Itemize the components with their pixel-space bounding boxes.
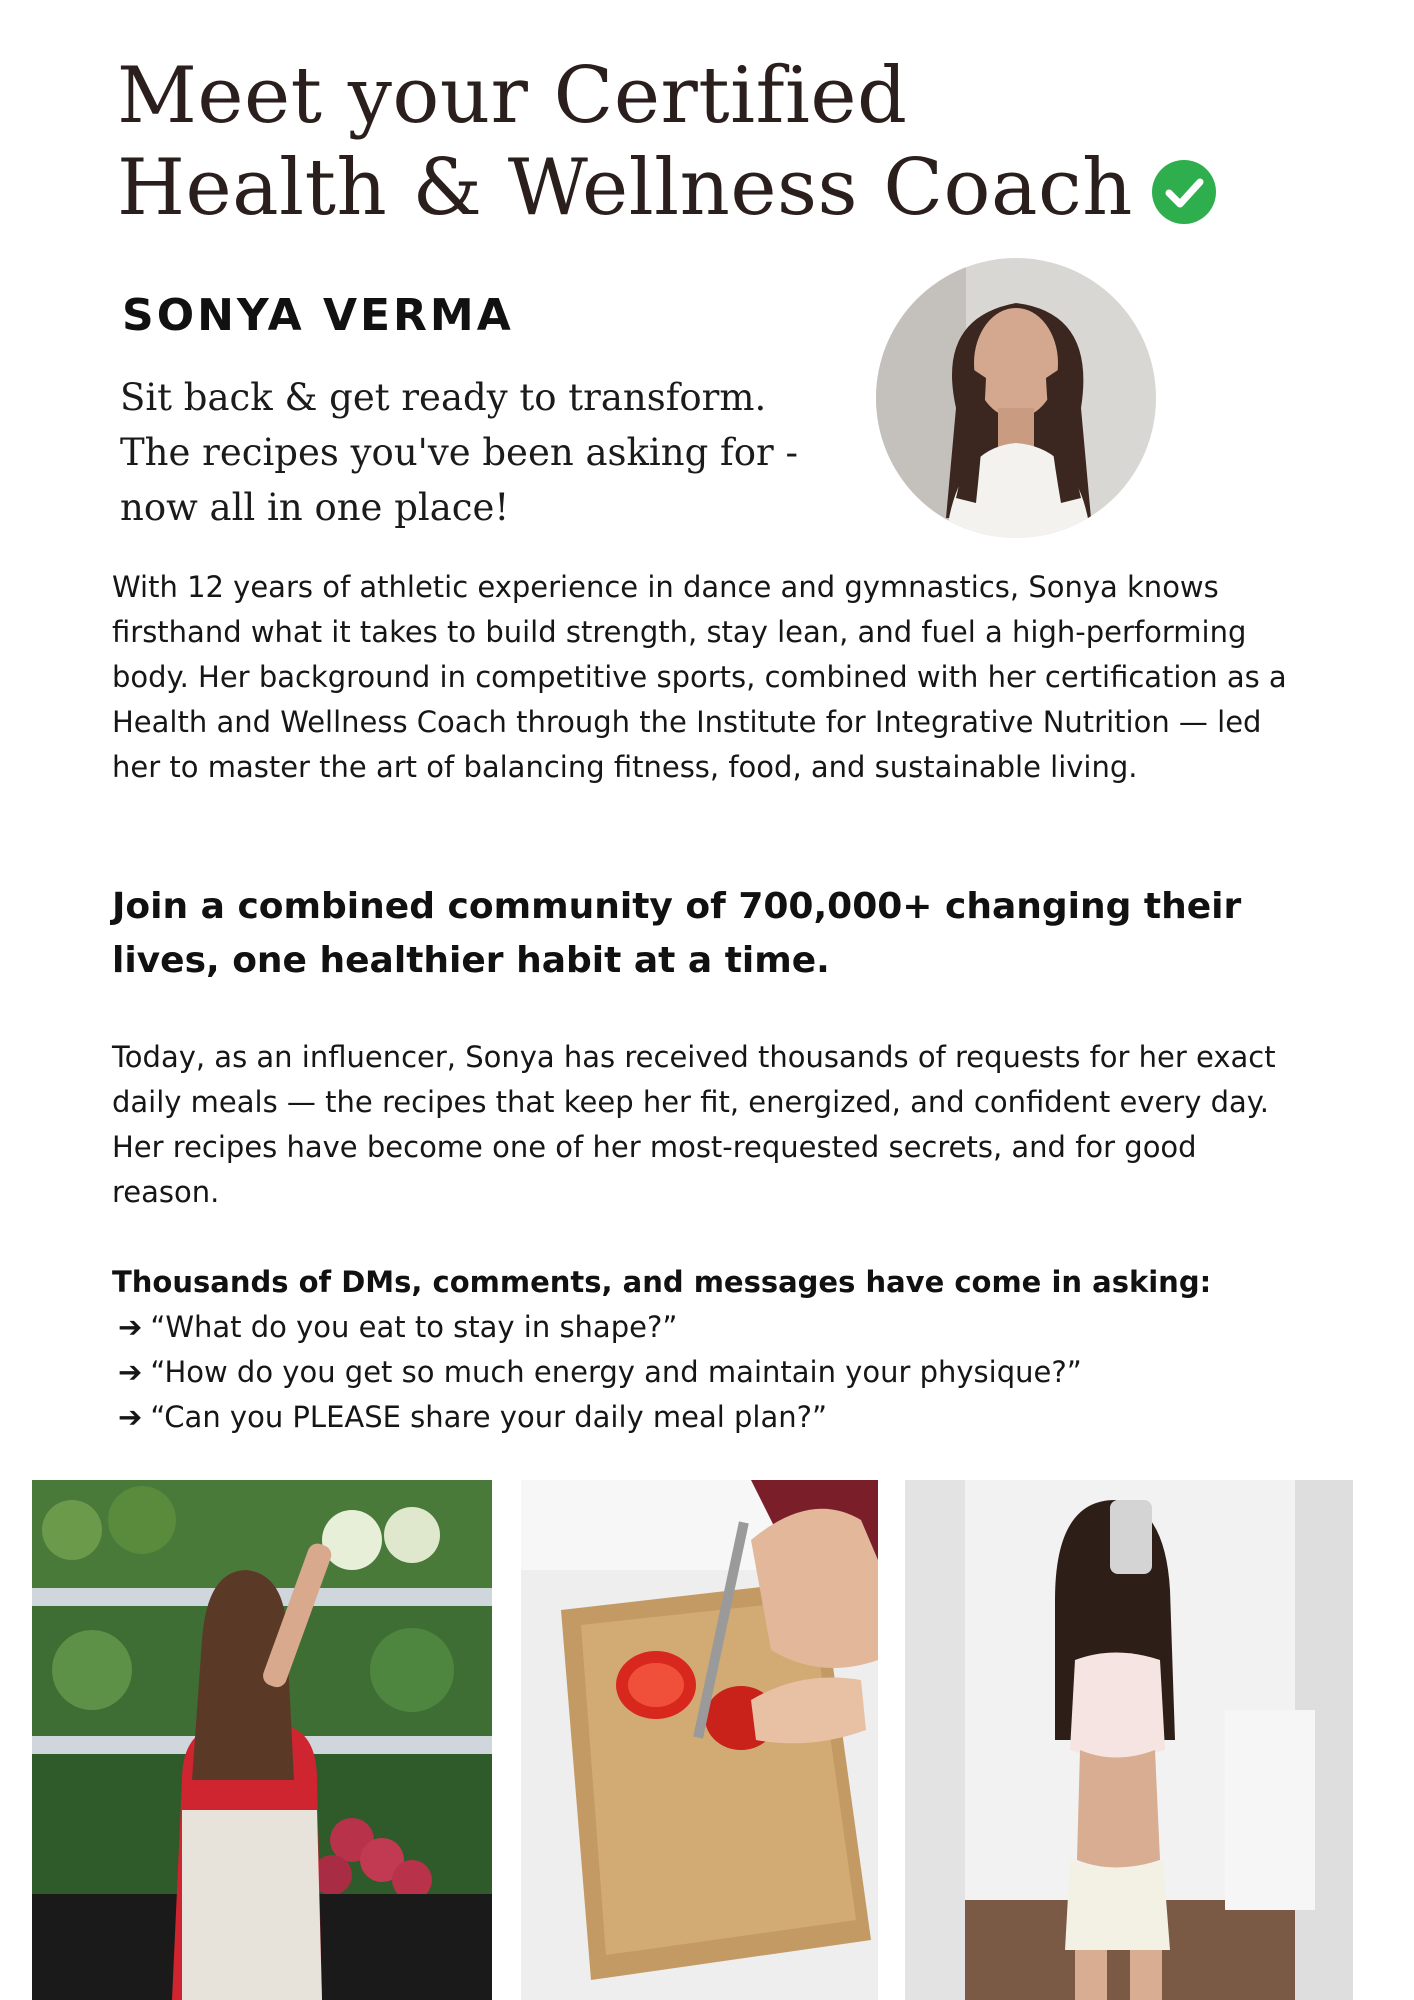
page-title xyxy=(117,50,1217,234)
title-line-1: Meet your Certified xyxy=(117,51,908,141)
verified-check-icon xyxy=(1151,153,1217,219)
quote-item xyxy=(118,1350,1082,1395)
influencer-paragraph: Today, as an influencer, Sonya has received thousands of requests for her exact daily meals — the recipes that keep her fit, energized, and confident every day. Her recipes have become one of her most-requested secrets, and for good reason. xyxy=(112,1040,1276,1209)
quote-text: “What do you eat to stay in shape?” xyxy=(150,1310,678,1344)
arrow-right-icon: ➔ xyxy=(118,1355,143,1389)
title-line-2-text: Health & Wellness Coach xyxy=(117,143,1133,233)
quote-text: “How do you get so much energy and maintain your physique?” xyxy=(150,1355,1082,1389)
coach-name: SONYA VERMA xyxy=(122,290,514,341)
quote-list xyxy=(118,1305,1082,1440)
title-line-2 xyxy=(117,142,1217,234)
cutting-board-photo xyxy=(521,1480,878,2000)
mirror-selfie-photo xyxy=(905,1480,1353,2000)
arrow-right-icon: ➔ xyxy=(118,1400,143,1434)
arrow-right-icon: ➔ xyxy=(118,1310,143,1344)
grocery-photo xyxy=(32,1480,492,2000)
community-heading: Join a combined community of 700,000+ changing their lives, one healthier habit at a time. xyxy=(112,886,1242,981)
quote-item xyxy=(118,1395,1082,1440)
quote-item xyxy=(118,1305,1082,1350)
asking-heading: Thousands of DMs, comments, and messages have come in asking: xyxy=(112,1265,1212,1299)
coach-tagline: Sit back & get ready to transform. The recipes you've been asking for - now all in one place! xyxy=(120,376,798,529)
quote-text: “Can you PLEASE share your daily meal plan?” xyxy=(150,1400,828,1434)
coach-portrait xyxy=(876,258,1156,538)
bio-paragraph: With 12 years of athletic experience in dance and gymnastics, Sonya knows firsthand what it takes to build strength, stay lean, and fuel a high-performing body. Her background in competitive sports, combined with her certification as a Health and Wellness Coach through the Institute for Integrative Nutrition — led her to master the art of balancing fitness, food, and sustainable living. xyxy=(112,570,1287,784)
